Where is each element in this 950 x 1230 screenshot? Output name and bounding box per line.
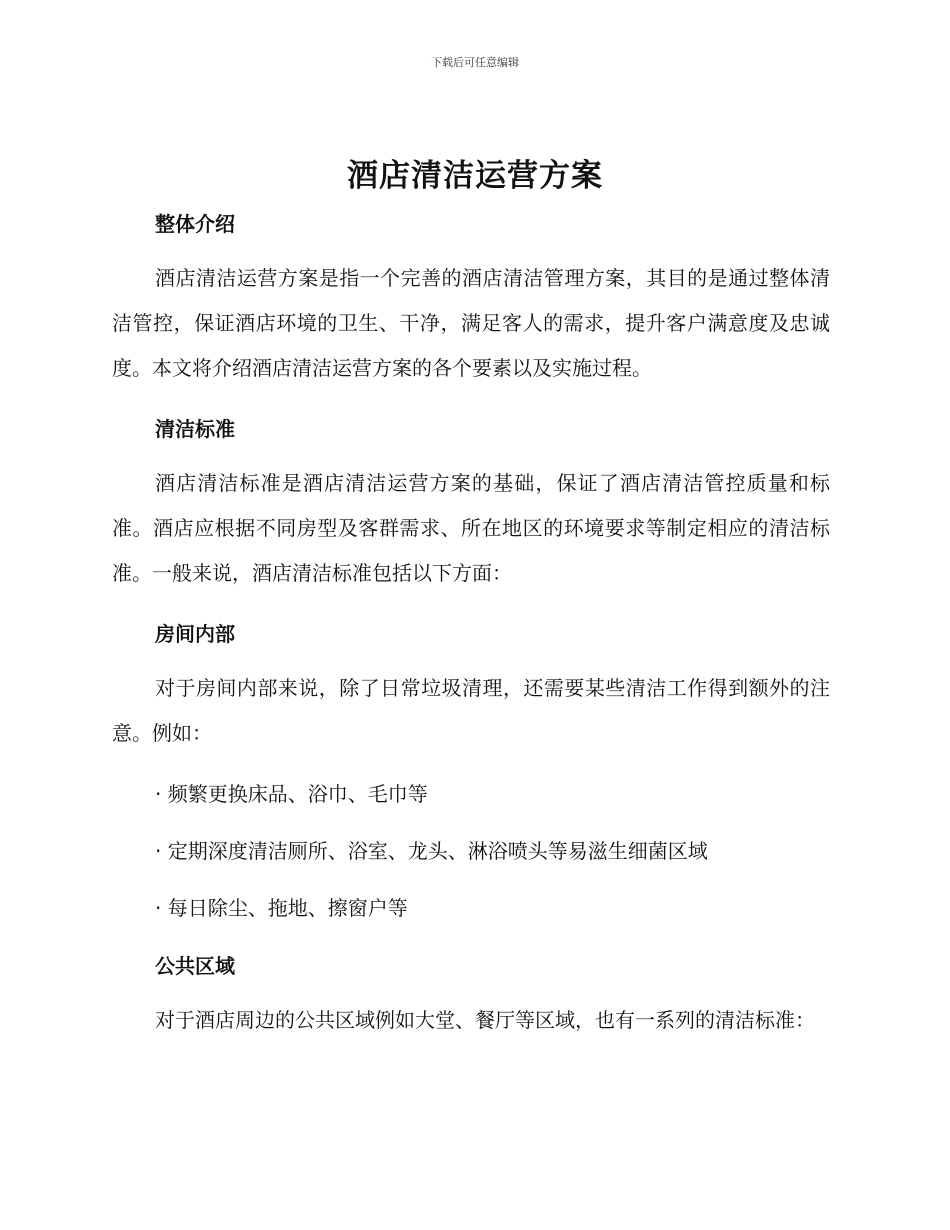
section-heading-public-areas: 公共区域 [155,954,235,978]
section-paragraph-room-interior: 对于房间内部来说，除了日常垃圾清理，还需要某些清洁工作得到额外的注意。例如： [112,676,830,745]
section-paragraph-public-areas: 对于酒店周边的公共区域例如大堂、餐厅等区域，也有一系列的清洁标准： [155,1008,815,1032]
section-heading-overview: 整体介绍 [155,212,235,236]
bullet-item: · 每日除尘、拖地、擦窗户等 [155,896,408,920]
section-heading-room-interior: 房间内部 [155,622,235,646]
bullet-item: · 定期深度清洁厕所、浴室、龙头、淋浴喷头等易滋生细菌区域 [155,839,708,863]
bullet-item: · 频繁更换床品、浴巾、毛巾等 [155,782,428,806]
page-header-note: 下载后可任意编辑 [431,56,519,69]
document-title: 酒店清洁运营方案 [347,158,603,194]
section-heading-standards: 清洁标准 [155,417,235,441]
section-paragraph-standards: 酒店清洁标准是酒店清洁运营方案的基础，保证了酒店清洁管控质量和标准。酒店应根据不同房型及客群需求、所在地区的环境要求等制定相应的清洁标准。一般来说，酒店清洁标准包括以下方面： [112,471,830,585]
section-paragraph-overview: 酒店清洁运营方案是指一个完善的酒店清洁管理方案，其目的是通过整体清洁管控，保证酒店环境的卫生、干净，满足客人的需求，提升客户满意度及忠诚度。本文将介绍酒店清洁运营方案的各个要素以及实施过程。 [112,266,830,380]
